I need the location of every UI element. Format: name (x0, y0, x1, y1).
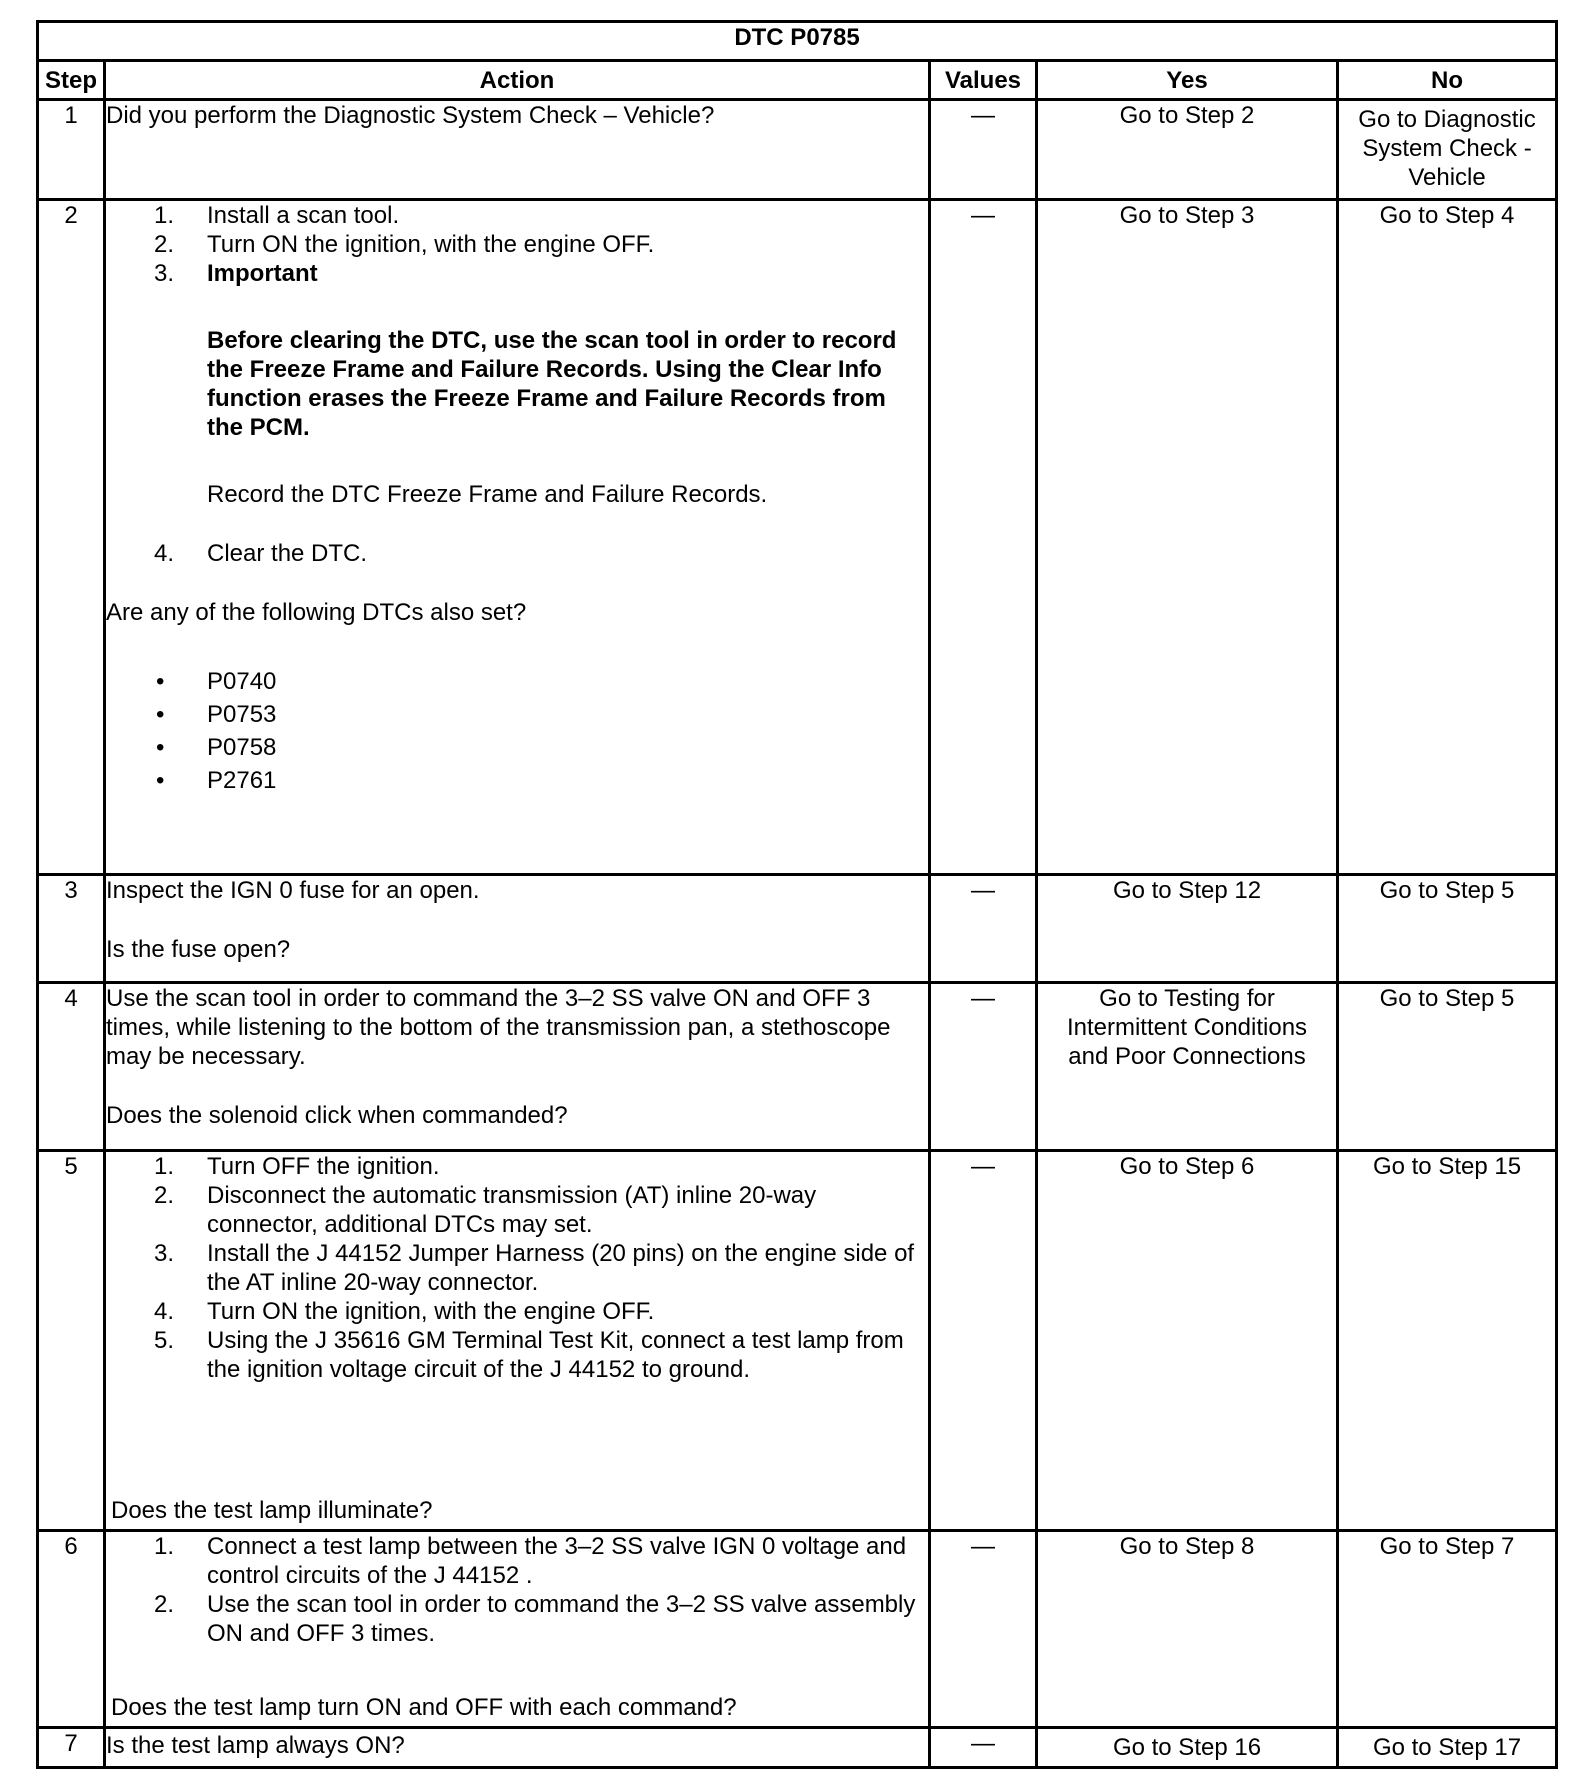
action-steps (106, 1152, 928, 1384)
list-item: 1. Install a scan tool. (154, 202, 400, 229)
action-question: Is the fuse open? (106, 936, 291, 963)
action-text: Is the test lamp always ON? (106, 1732, 405, 1759)
yes-cell: Go to Step 12 (1037, 875, 1338, 983)
no-cell: Go to Step 5 (1338, 875, 1557, 983)
list-item: 2. Disconnect the automatic transmission (AT) inline 20-way connector, additional DTCs may set. (154, 1182, 817, 1238)
values-cell: — (930, 100, 1037, 200)
list-item: 3. Important Before clearing the DTC, use the scan tool in order to record the Freeze Frame and Failure Records. Using the Clear Info function erases the Freeze Frame and Failure Records from the PCM. Record the DTC Freeze Frame and Failure Records. (106, 259, 928, 539)
header-values: Values (930, 61, 1037, 100)
list-item: 3. Install the J 44152 Jumper Harness (20 pins) on the engine side of the AT inline 20-way connector. (154, 1240, 915, 1296)
no-cell: Go to Diagnostic System Check - Vehicle (1338, 100, 1557, 200)
action-cell (105, 1151, 930, 1531)
record-note: Record the DTC Freeze Frame and Failure Records. (207, 481, 768, 508)
action-question: Does the test lamp illuminate? (111, 1497, 433, 1524)
action-question: Are any of the following DTCs also set? (106, 599, 527, 626)
list-item: 2. Use the scan tool in order to command the 3–2 SS valve assembly ON and OFF 3 times. (154, 1591, 916, 1647)
dtc-table (36, 20, 1558, 1769)
values-cell: — (930, 200, 1037, 875)
dtc-list (106, 665, 928, 797)
action-question: Does the test lamp turn ON and OFF with each command? (111, 1694, 737, 1721)
header-no: No (1338, 61, 1557, 100)
values-cell: — (930, 875, 1037, 983)
action-question: Does the solenoid click when commanded? (106, 1102, 568, 1129)
table-row (38, 1151, 1557, 1531)
list-item: • P0753 (156, 701, 277, 728)
action-steps (106, 1532, 928, 1648)
action-text: Inspect the IGN 0 fuse for an open. (106, 877, 480, 904)
values-cell: — (930, 983, 1037, 1151)
step-number: 4 (38, 983, 105, 1151)
action-cell (105, 875, 930, 983)
values-cell: — (930, 1531, 1037, 1728)
list-item: 4. Clear the DTC. (154, 540, 368, 567)
action-text: Use the scan tool in order to command the 3–2 SS valve ON and OFF 3 times, while listening to the bottom of the transmission pan, a stethoscope may be necessary. (106, 985, 891, 1070)
action-cell (105, 983, 930, 1151)
list-item: 5. Using the J 35616 GM Terminal Test Kit, connect a test lamp from the ignition voltage circuit of the J 44152 to ground. (154, 1327, 904, 1383)
action-steps (106, 201, 928, 568)
table-row (38, 1531, 1557, 1728)
no-cell: Go to Step 4 (1338, 200, 1557, 875)
action-cell (105, 200, 930, 875)
values-cell: — (930, 1151, 1037, 1531)
list-item: 1. Turn OFF the ignition. (154, 1153, 440, 1180)
yes-cell: Go to Step 8 (1037, 1531, 1338, 1728)
table-row (38, 983, 1557, 1151)
step-number: 6 (38, 1531, 105, 1728)
list-item: • P0740 (156, 668, 277, 695)
table-row (38, 100, 1557, 200)
no-cell: Go to Step 15 (1338, 1151, 1557, 1531)
action-cell (105, 100, 930, 200)
list-item: 1. Connect a test lamp between the 3–2 SS valve IGN 0 voltage and control circuits of the J 44152 . (154, 1533, 907, 1589)
list-item: • P0758 (156, 734, 277, 761)
yes-cell: Go to Step 16 (1037, 1728, 1338, 1768)
step-number: 2 (38, 200, 105, 875)
values-cell: — (930, 1728, 1037, 1768)
list-item: 4. Turn ON the ignition, with the engine OFF. (154, 1298, 655, 1325)
important-note: Before clearing the DTC, use the scan tool in order to record the Freeze Frame and Failure Records. Using the Clear Info function erases the Freeze Frame and Failure Records from the PCM. (207, 327, 897, 441)
no-cell: Go to Step 17 (1338, 1728, 1557, 1768)
no-cell: Go to Step 7 (1338, 1531, 1557, 1728)
table-row (38, 875, 1557, 983)
header-yes: Yes (1037, 61, 1338, 100)
table-row (38, 1728, 1557, 1768)
step-number: 5 (38, 1151, 105, 1531)
table-title: DTC P0785 (38, 22, 1557, 61)
header-row (38, 61, 1557, 100)
yes-cell: Go to Testing for Intermittent Conditions and Poor Connections (1037, 983, 1338, 1151)
yes-cell: Go to Step 3 (1037, 200, 1338, 875)
list-item: 2. Turn ON the ignition, with the engine OFF. (154, 231, 655, 258)
yes-cell: Go to Step 2 (1037, 100, 1338, 200)
step-number: 1 (38, 100, 105, 200)
action-cell (105, 1728, 930, 1768)
no-cell: Go to Step 5 (1338, 983, 1557, 1151)
step-number: 7 (38, 1728, 105, 1768)
step-number: 3 (38, 875, 105, 983)
action-text: Did you perform the Diagnostic System Check – Vehicle? (106, 102, 715, 129)
header-action: Action (105, 61, 930, 100)
header-step: Step (38, 61, 105, 100)
yes-cell: Go to Step 6 (1037, 1151, 1338, 1531)
list-item: • P2761 (156, 767, 277, 794)
action-cell (105, 1531, 930, 1728)
table-row (38, 200, 1557, 875)
